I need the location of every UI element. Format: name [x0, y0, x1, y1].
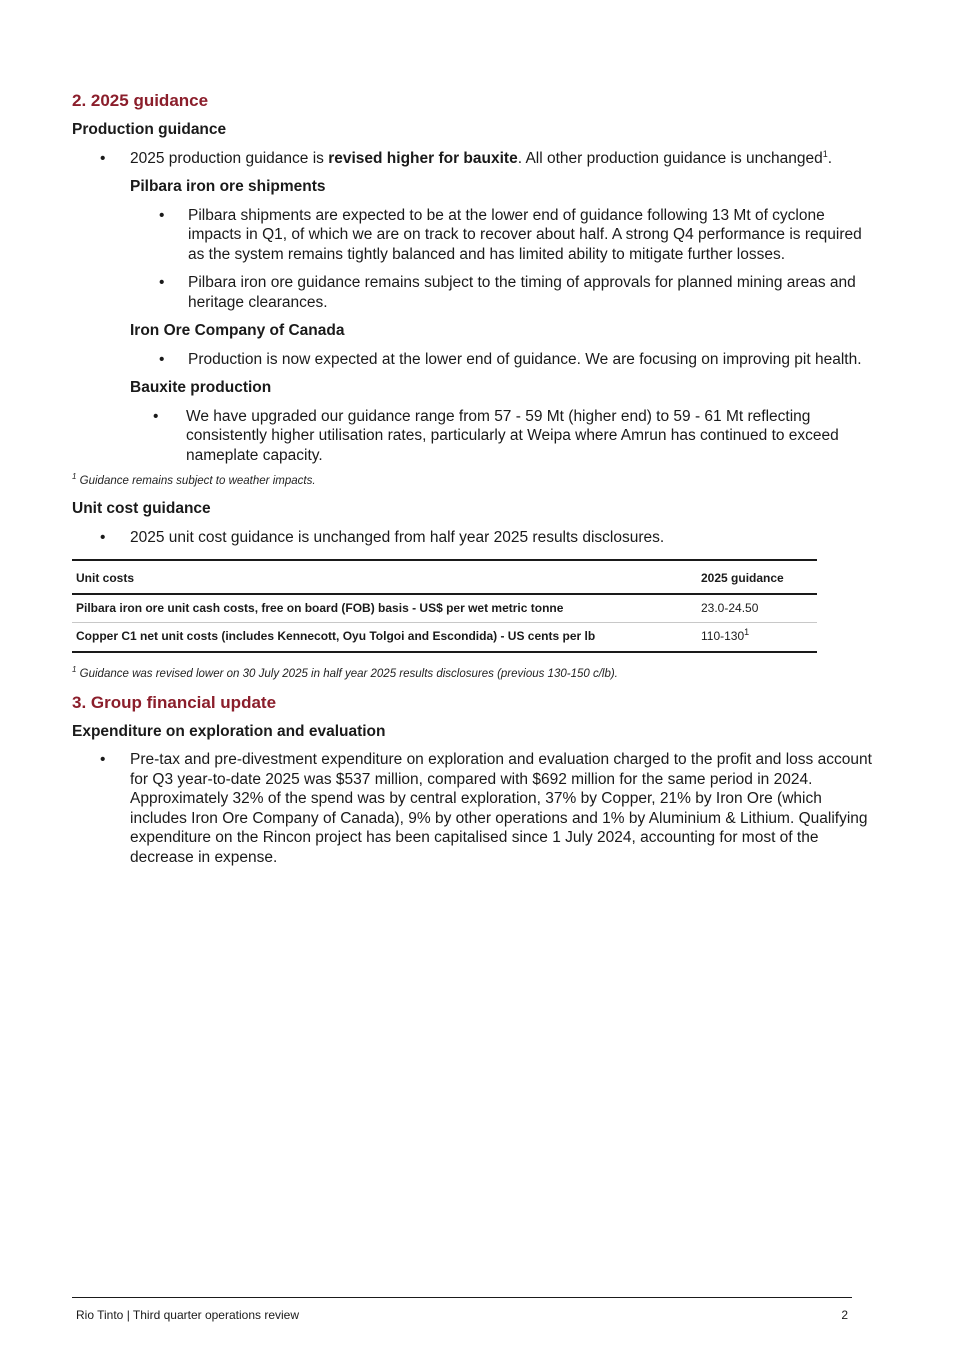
pilbara-bullet-2: • Pilbara iron ore guidance remains subject to the timing of approvals for planned mining areas and heritage clearances. [159, 274, 856, 311]
row-label: Pilbara iron ore unit cash costs, free on board (FOB) basis - US$ per wet metric tonne [72, 594, 697, 623]
ioc-heading: Iron Ore Company of Canada [130, 322, 345, 339]
page-number: 2 [841, 1308, 848, 1322]
bauxite-bullet-1: • We have upgraded our guidance range from 57 - 59 Mt (higher end) to 59 - 61 Mt reflecting consistently higher utilisation rates, particularly at Weipa where Amrun has continued to exceed nameplate capacity. [153, 407, 839, 464]
exploration-heading: Expenditure on exploration and evaluation [72, 722, 386, 740]
bauxite-heading: Bauxite production [130, 379, 272, 396]
page-footer [72, 1297, 852, 1322]
exploration-bullet: • Pre-tax and pre-divestment expenditure on exploration and evaluation charged to the profit and loss account for Q3 year-to-date 2025 was $537 million, compared with $692 million for the same period in 2024. Approximately 32% of the spend was by central exploration, 37% by Copper, 21% by Iron Ore (which includes Iron Ore Company of Canada), 9% by other operations and 1% by Aluminium & Lithium. Qualifying expenditure on the Rincon project has been capitalised since 1 July 2024, accounting for most of the decrease in expense. [100, 751, 872, 866]
bullet-marker: • [159, 206, 165, 224]
bullet-marker: • [159, 274, 165, 291]
table-row [72, 623, 817, 652]
row-value: 23.0-24.50 [697, 594, 817, 623]
bullet-marker: • [153, 407, 159, 425]
section-3-title: 3. Group financial update [72, 692, 277, 712]
bullet-marker: • [100, 528, 106, 546]
footnote-ref: 1 [822, 148, 828, 159]
column-header-2025-guidance: 2025 guidance [697, 560, 817, 594]
footnote-weather: $^1$ Guidance remains subject to weather impacts. [72, 472, 316, 487]
unit-cost-table [72, 559, 817, 653]
page-content [72, 90, 872, 876]
production-guidance-heading: Production guidance [72, 121, 227, 138]
footnote-copper-revision: $^1$ Guidance was revised lower on 30 July 2025 in half year 2025 results disclosures (previous 130-150 c/lb). [72, 664, 618, 680]
column-header-unit-costs: Unit costs [72, 560, 697, 594]
production-guidance-bullet: • 2025 production guidance is revised higher for bauxite. All other production guidance is unchanged$^1$. [100, 148, 833, 167]
footnote-ref: 1 [744, 627, 750, 637]
revised-higher-emphasis: revised higher for bauxite [328, 149, 518, 167]
table-row [72, 594, 817, 623]
pilbara-subsection [72, 177, 872, 465]
bullet-marker: • [100, 149, 106, 167]
section-2-title: 2. 2025 guidance [72, 91, 209, 110]
ioc-bullet-1: • Production is now expected at the lower end of guidance. We are focusing on improving pit health. [159, 350, 862, 368]
pilbara-bullet-1: • Pilbara shipments are expected to be at the lower end of guidance following 13 Mt of cyclone impacts in Q1, of which we are on track to recover about half. A strong Q4 performance is required as the system remains tightly balanced and has limited ability to mitigate further losses. [159, 206, 862, 263]
footer-document-title: Rio Tinto | Third quarter operations review [76, 1308, 300, 1322]
pilbara-heading: Pilbara iron ore shipments [130, 178, 326, 195]
bullet-marker: • [159, 350, 165, 368]
unit-cost-bullet: • 2025 unit cost guidance is unchanged from half year 2025 results disclosures. [100, 528, 665, 546]
bullet-marker: • [100, 751, 106, 768]
unit-cost-heading: Unit cost guidance [72, 500, 211, 517]
row-label: Copper C1 net unit costs (includes Kennecott, Oyu Tolgoi and Escondida) - US cents per lb [72, 623, 697, 652]
row-value: $110-130^1$ [697, 623, 817, 652]
table-header-row [72, 560, 817, 594]
